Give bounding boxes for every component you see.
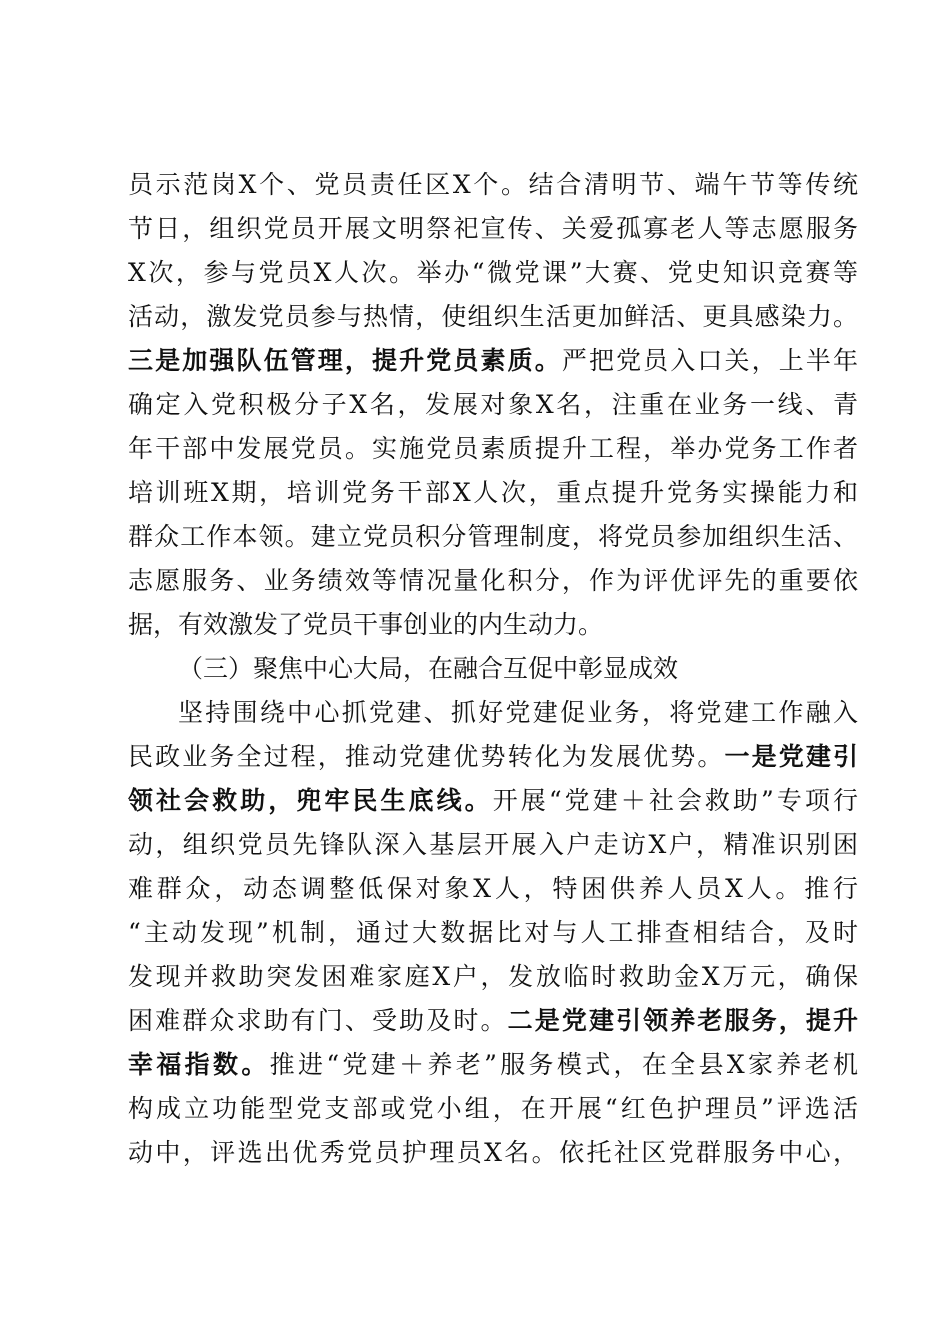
text-segment: 推进“党建＋养老”服务模式，在全县X家养老机 xyxy=(269,1050,858,1079)
text-segment: 活动，激发党员参与热情，使组织生活更加鲜活、更具感染力。 xyxy=(128,302,858,331)
text-line xyxy=(128,735,858,779)
text-line xyxy=(128,823,858,867)
text-segment: X次，参与党员X人次。举办“微党课”大赛、党史知识竞赛等 xyxy=(128,258,858,287)
text-line xyxy=(128,383,858,427)
text-segment: 困难群众求助有门、受助及时。 xyxy=(128,1006,508,1035)
text-segment: 培训班X期，培训党务干部X人次，重点提升党务实操能力和 xyxy=(128,478,858,507)
text-segment: 动，组织党员先锋队深入基层开展入户走访X户，精准识别困 xyxy=(128,830,858,859)
text-line xyxy=(128,339,858,383)
text-line xyxy=(128,207,858,251)
text-segment: 据，有效激发了党员干事创业的内生动力。 xyxy=(128,610,604,639)
text-line xyxy=(128,1087,858,1131)
text-segment: 坚持围绕中心抓党建、抓好党建促业务，将党建工作融入 xyxy=(178,698,858,727)
text-segment: 严把党员入口关，上半年 xyxy=(561,346,858,375)
bold-text: 三是加强队伍管理，提升党员素质。 xyxy=(128,346,562,375)
text-line xyxy=(128,955,858,999)
text-line xyxy=(128,427,858,471)
text-segment: 动中，评选出优秀党员护理员X名。依托社区党群服务中心， xyxy=(128,1138,858,1167)
text-segment: 民政业务全过程，推动党建优势转化为发展优势。 xyxy=(128,742,725,771)
text-line xyxy=(128,163,858,207)
text-line xyxy=(128,1043,858,1087)
text-line xyxy=(128,911,858,955)
text-line xyxy=(178,691,858,735)
text-line xyxy=(128,559,858,603)
text-segment: 确定入党积极分子X名，发展对象X名，注重在业务一线、青 xyxy=(128,390,858,419)
text-segment: 员示范岗X个、党员责任区X个。结合清明节、端午节等传统 xyxy=(128,170,858,199)
text-segment: 节日，组织党员开展文明祭祀宣传、关爱孤寡老人等志愿服务 xyxy=(128,214,858,243)
bold-text: 一是党建引 xyxy=(724,742,858,771)
text-line xyxy=(128,515,858,559)
text-segment: 年干部中发展党员。实施党员素质提升工程，举办党务工作者 xyxy=(128,434,858,463)
text-segment: 构成立功能型党支部或党小组，在开展“红色护理员”评选活 xyxy=(128,1094,858,1123)
text-segment: “主动发现”机制，通过大数据比对与人工排查相结合，及时 xyxy=(128,918,858,947)
text-line xyxy=(128,251,858,295)
text-line xyxy=(128,471,858,515)
text-line xyxy=(128,867,858,911)
text-line xyxy=(128,999,858,1043)
text-segment: 难群众，动态调整低保对象X人，特困供养人员X人。推行 xyxy=(128,874,858,903)
section-heading xyxy=(178,647,858,691)
text-segment: 开展“党建＋社会救助”专项行 xyxy=(492,786,858,815)
bold-text: 二是党建引领养老服务，提升 xyxy=(507,1006,858,1035)
text-segment: 群众工作本领。建立党员积分管理制度，将党员参加组织生活、 xyxy=(128,522,858,551)
text-segment: （三）聚焦中心大局，在融合互促中彰显成效 xyxy=(178,654,679,683)
bold-text: 领社会救助，兜牢民生底线。 xyxy=(128,786,493,815)
text-line xyxy=(128,779,858,823)
text-line xyxy=(128,1131,858,1175)
text-line xyxy=(128,295,858,339)
text-segment: 发现并救助突发困难家庭X户，发放临时救助金X万元，确保 xyxy=(128,962,858,991)
bold-text: 幸福指数。 xyxy=(128,1050,270,1079)
text-segment: 志愿服务、业务绩效等情况量化积分，作为评优评先的重要依 xyxy=(128,566,858,595)
text-line xyxy=(128,603,858,647)
